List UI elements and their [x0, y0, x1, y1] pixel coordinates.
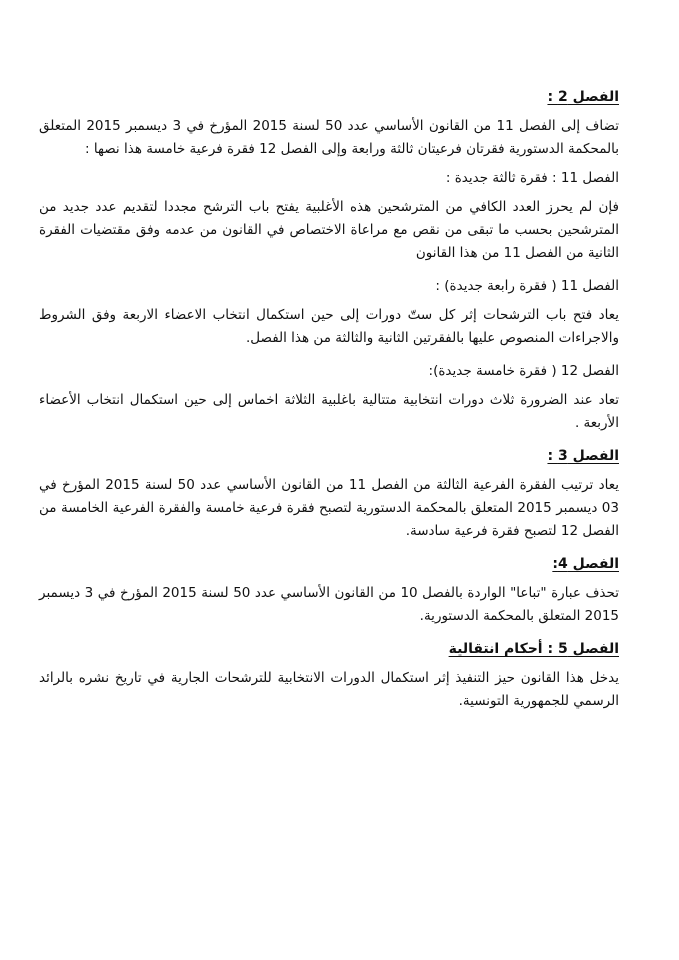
section-5-heading: الفصل 5 : أحكام انتقالية	[448, 641, 619, 657]
section-4-heading: الفصل 4:	[552, 556, 619, 572]
subsection-11-third	[39, 167, 619, 265]
section-3-heading: الفصل 3 :	[547, 448, 619, 464]
subsection-11-third-text: فإن لم يحرز العدد الكافي من المترشحين هذه الأغلبية يفتح باب الترشح مجددا لتقديم عدد جديد من المترشحين بحسب ما تبقى من نقص مع مراعاة الاختصاص في القانون من عدمه وفق مقتضيات الفقرة الثانية من الفصل 11 من هذا القانون	[39, 199, 619, 261]
section-3-text: يعاد ترتيب الفقرة الفرعية الثالثة من الفصل 11 من القانون الأساسي عدد 50 لسنة 2015 المؤرخ في 03 ديسمبر 2015 المتعلق بالمحكمة الدستورية لتصبح فقرة فرعية خامسة والفقرة الفرعية الخامسة من الفصل 12 لتصبح فقرة فرعية سادسة.	[39, 477, 619, 539]
subsection-11-fourth	[39, 275, 619, 350]
section-2	[39, 86, 619, 435]
subsection-12-fifth	[39, 360, 619, 435]
section-2-intro: تضاف إلى الفصل 11 من القانون الأساسي عدد 50 لسنة 2015 المؤرخ في 3 ديسمبر 2015 المتعلق بالمحكمة الدستورية فقرتان فرعيتان ثالثة ورابعة وإلى الفصل 12 فقرة فرعية خامسة هذا نصها :	[39, 118, 619, 157]
subsection-11-fourth-title: الفصل 11 ( فقرة رابعة جديدة) :	[435, 278, 619, 294]
section-3	[39, 445, 619, 543]
subsection-11-fourth-text: يعاد فتح باب الترشحات إثر كل ستّ دورات إلى حين استكمال انتخاب الاعضاء الاربعة وفق الشروط والاجراءات المنصوص عليها بالفقرتين الثانية والثالثة من هذا الفصل.	[39, 307, 619, 346]
subsection-11-third-title: الفصل 11 : فقرة ثالثة جديدة :	[445, 170, 619, 186]
subsection-12-fifth-title: الفصل 12 ( فقرة خامسة جديدة):	[428, 363, 619, 379]
section-2-heading: الفصل 2 :	[547, 89, 619, 105]
document-body	[39, 86, 619, 723]
section-5-text: يدخل هذا القانون حيز التنفيذ إثر استكمال الدورات الانتخابية للترشحات الجارية في تاريخ نشره بالرائد الرسمي للجمهورية التونسية.	[39, 670, 619, 709]
section-4	[39, 553, 619, 628]
subsection-12-fifth-text: تعاد عند الضرورة ثلاث دورات انتخابية متتالية باغلبية الثلاثة اخماس إلى حين استكمال انتخاب الأعضاء الأربعة .	[39, 392, 619, 431]
section-5	[39, 638, 619, 713]
section-4-text: تحذف عبارة "تباعا" الواردة بالفصل 10 من القانون الأساسي عدد 50 لسنة 2015 المؤرخ في 3 ديسمبر 2015 المتعلق بالمحكمة الدستورية.	[39, 585, 619, 624]
